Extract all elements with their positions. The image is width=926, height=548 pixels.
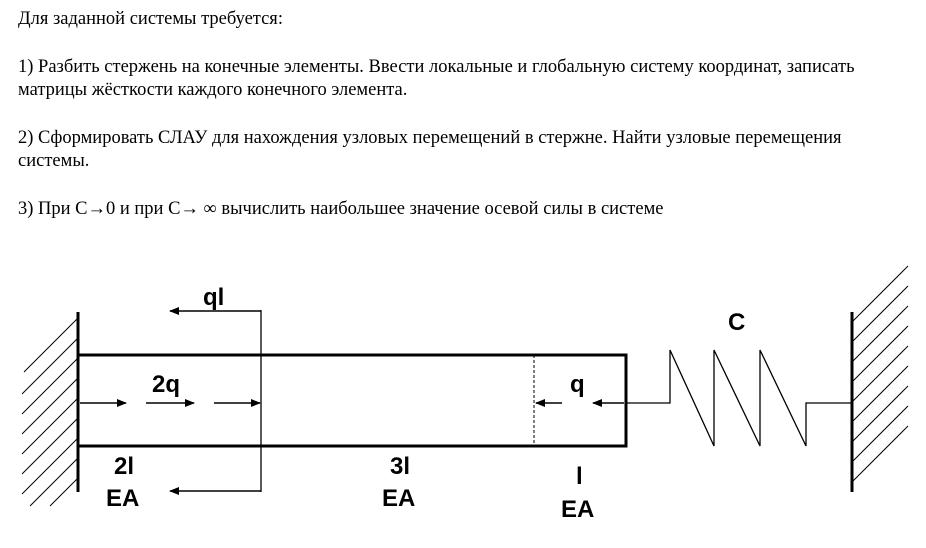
segment-1-length: 2l bbox=[114, 453, 135, 480]
segment-3-stiffness: EA bbox=[561, 496, 595, 523]
segment-2-length: 3l bbox=[390, 453, 411, 480]
segment-3-length: l bbox=[576, 463, 583, 490]
label-spring-c: C bbox=[728, 309, 746, 336]
task-item-1: 1) Разбить стержень на конечные элементы. Ввести локальные и глобальную систему координат, записать матрицы жёсткости каждого конечного элемента. bbox=[18, 57, 855, 100]
task-intro: Для заданной системы требуется: bbox=[18, 9, 283, 29]
segment-2-stiffness: EA bbox=[382, 485, 416, 512]
label-ql: ql bbox=[203, 284, 225, 311]
task-item-2: 2) Сформировать СЛАУ для нахождения узловых перемещений в стержне. Найти узловые перемещения системы. bbox=[18, 128, 842, 171]
task-item-3: 3) При С→0 и при С→ ∞ вычислить наибольшее значение осевой силы в системе bbox=[18, 199, 664, 219]
rod bbox=[78, 355, 626, 446]
spring bbox=[626, 350, 852, 446]
left-wall-support bbox=[22, 312, 78, 506]
label-q: q bbox=[570, 371, 585, 398]
segment-1-stiffness: EA bbox=[106, 485, 140, 512]
label-2q: 2q bbox=[152, 371, 181, 398]
right-wall-support bbox=[852, 266, 908, 492]
